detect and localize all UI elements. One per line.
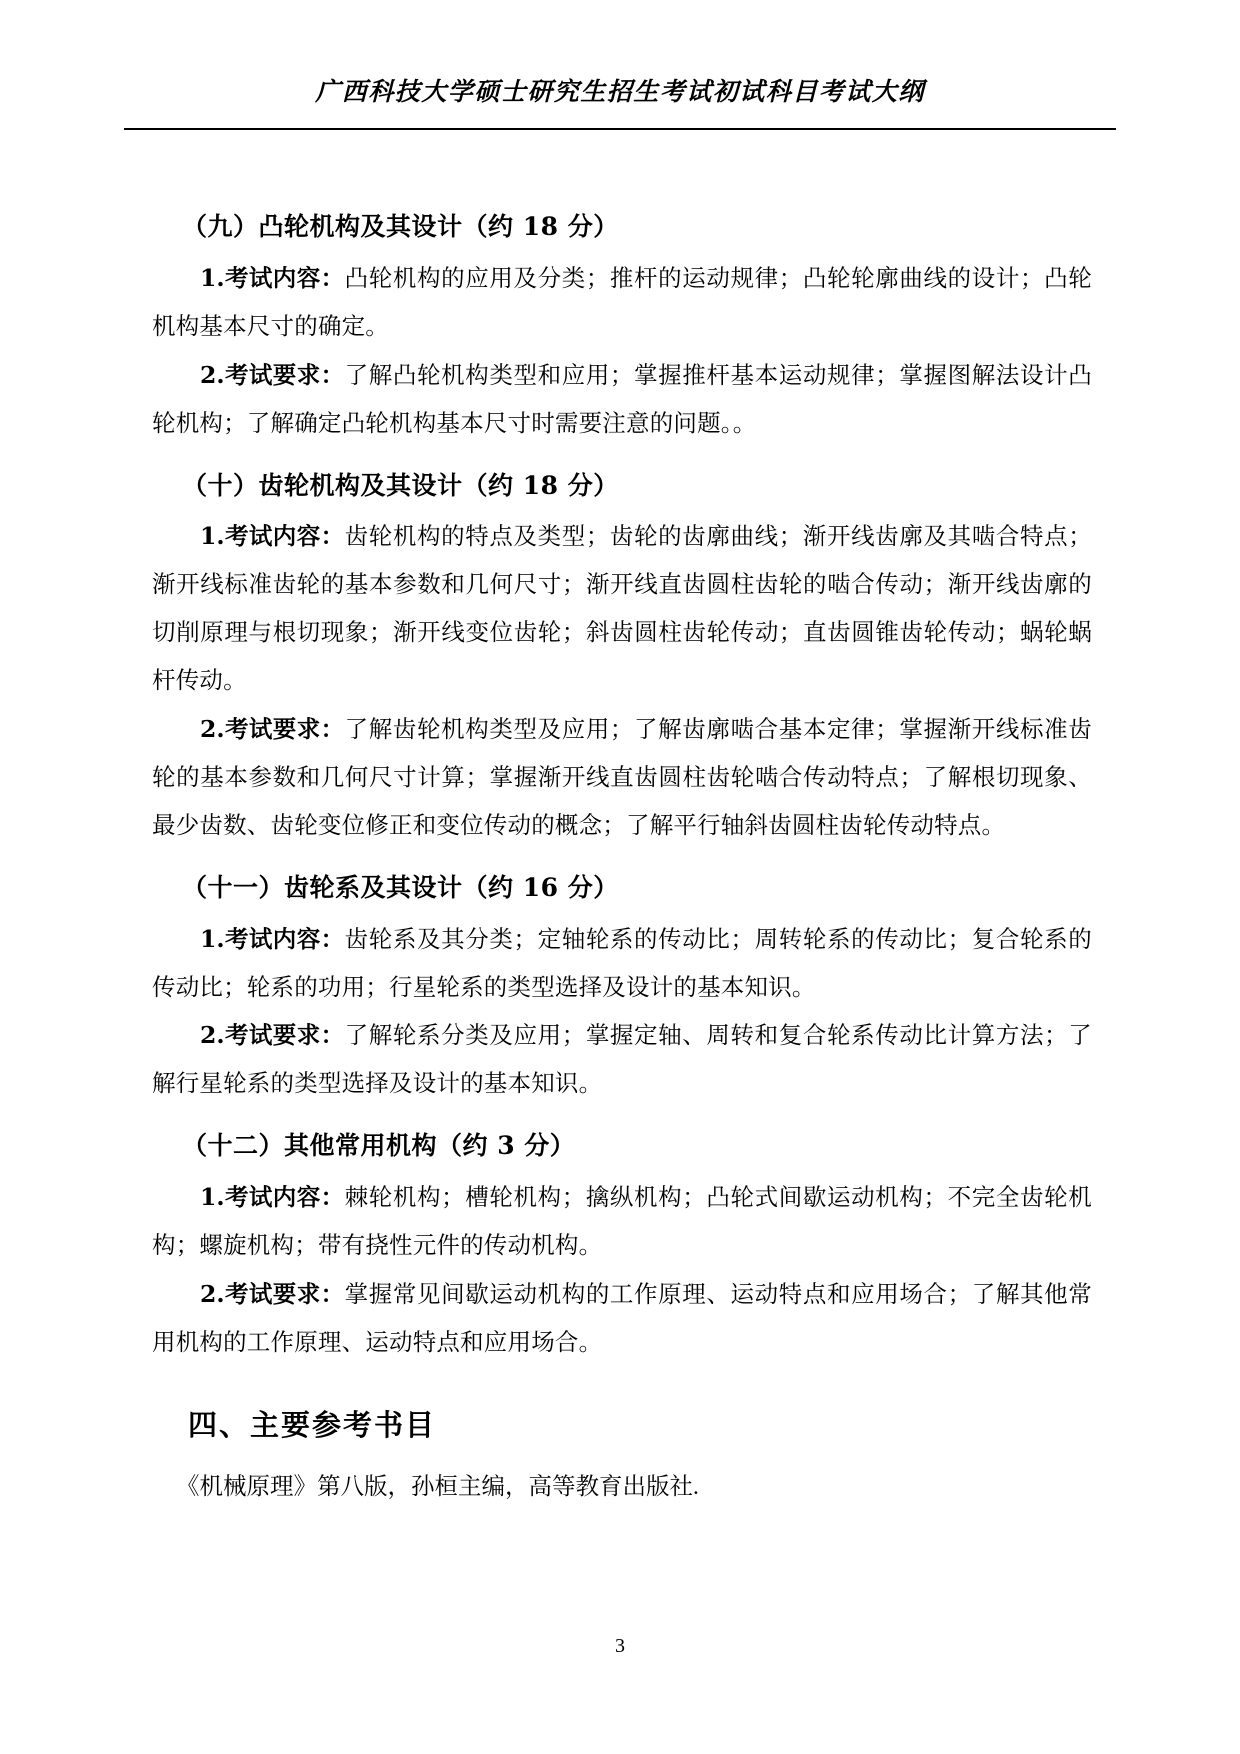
exam-content-label: 1.考试内容： [200,924,345,953]
section-heading-eleven: （十一）齿轮系及其设计（约 16 分） [182,872,619,902]
section-nine-item-2 [152,352,1092,449]
exam-requirement-text: 了解齿轮机构类型及应用；了解齿廓啮合基本定律；掌握渐开线标准齿轮的基本参数和几何尺寸计算；掌握渐开线直齿圆柱齿轮啮合传动特点；了解根切现象、最少齿数、齿轮变位修正和变位传动的概念；了解平行轴斜齿圆柱齿轮传动特点。 [152,717,1092,839]
section-heading-ten: （十）齿轮机构及其设计（约 18 分） [182,470,619,500]
exam-content-text: 棘轮机构；槽轮机构；擒纵机构；凸轮式间歇运动机构；不完全齿轮机构；螺旋机构；带有挠性元件的传动机构。 [152,1185,1092,1259]
header-divider [124,128,1116,130]
document-body [152,190,1092,1511]
section-ten-item-2 [152,706,1092,851]
section-heading-nine: （九）凸轮机构及其设计（约 18 分） [182,212,619,241]
exam-content-text: 凸轮机构的应用及分类；推杆的运动规律；凸轮轮廓曲线的设计；凸轮机构基本尺寸的确定。 [152,265,1092,340]
section-eleven-item-1 [152,916,1092,1013]
section-nine-item-1 [152,255,1092,352]
section-eleven-item-2 [152,1012,1092,1109]
running-header [124,72,1116,108]
exam-content-text: 齿轮系及其分类；定轴轮系的传动比；周转轮系的传动比；复合轮系的传动比；轮系的功用；行星轮系的类型选择及设计的基本知识。 [152,926,1092,1001]
section-twelve-item-2 [152,1271,1092,1368]
exam-requirement-label: 2.考试要求： [200,1279,345,1308]
exam-requirement-text: 了解凸轮机构类型和应用；掌握推杆基本运动规律；掌握图解法设计凸轮机构；了解确定凸轮机构基本尺寸时需要注意的问题。。 [152,362,1092,437]
section-heading-twelve: （十二）其他常用机构（约 3 分） [182,1131,576,1161]
exam-requirement-label: 2.考试要求： [200,360,345,389]
reference-entry: 《机械原理》第八版，孙桓主编，高等教育出版社. [176,1474,699,1501]
exam-content-label: 1.考试内容： [200,522,345,551]
page-number: 3 [615,1635,625,1657]
document-title: 广西科技大学硕士研究生招生考试初试科目考试大纲 [315,77,925,106]
exam-requirement-label: 2.考试要求： [200,1021,345,1050]
exam-requirement-label: 2.考试要求： [200,715,345,743]
exam-requirement-text: 了解轮系分类及应用；掌握定轴、周转和复合轮系传动比计算方法；了解行星轮系的类型选择及设计的基本知识。 [152,1023,1092,1098]
section-ten-item-1 [152,513,1092,706]
references-heading: 四、主要参考书目 [188,1407,437,1442]
exam-requirement-text: 掌握常见间歇运动机构的工作原理、运动特点和应用场合；了解其他常用机构的工作原理、运动特点和应用场合。 [152,1281,1092,1356]
exam-content-label: 1.考试内容： [200,1183,345,1212]
exam-content-label: 1.考试内容： [200,263,345,292]
section-twelve-item-1 [152,1174,1092,1271]
exam-content-text: 齿轮机构的特点及类型；齿轮的齿廓曲线；渐开线齿廓及其啮合特点；渐开线标准齿轮的基本参数和几何尺寸；渐开线直齿圆柱齿轮的啮合传动；渐开线齿廓的切削原理与根切现象；渐开线变位齿轮；斜齿圆柱齿轮传动；直齿圆锥齿轮传动；蜗轮蜗杆传动。 [152,524,1092,695]
